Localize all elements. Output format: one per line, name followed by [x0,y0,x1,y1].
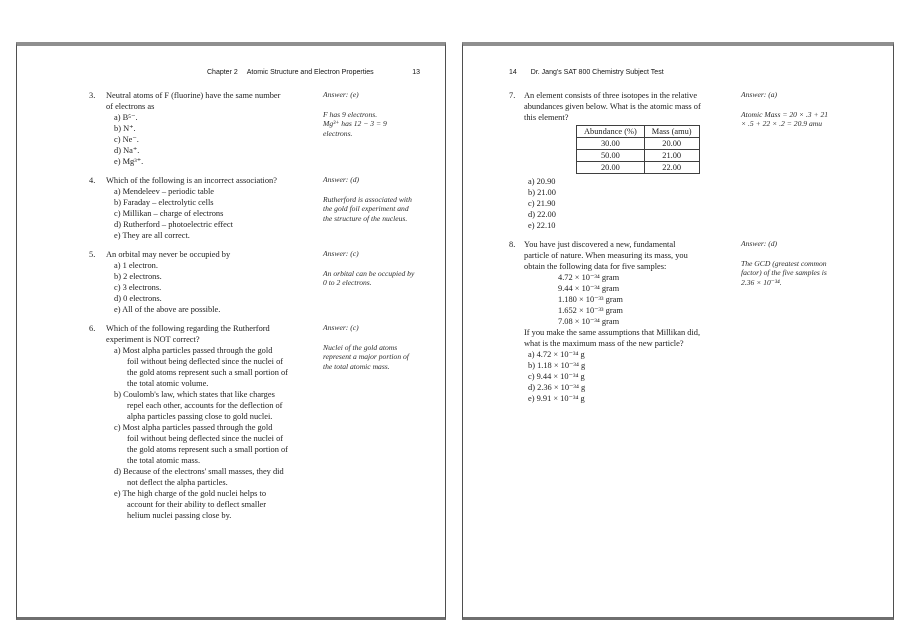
sample-mass-list [558,272,741,327]
question-6-margin [323,323,437,371]
answer-label: Answer: (d) [323,175,360,184]
book-page-right [462,42,894,620]
question-number: 6. [89,324,96,333]
answer-option: b) 1.18 × 10⁻³⁴ g [528,361,586,370]
question-3-margin [323,90,437,138]
answer-option: a) Most alpha particles passed through the gold foil without being deflected since the nuclei of the gold atoms represent such a small portion of the total atomic volume. [114,346,288,388]
answer-option: e) 22.10 [528,221,556,230]
answer-label: Answer: (d) [741,239,778,248]
question-8 [463,239,893,404]
page-left-header [17,68,445,78]
page-number-right: 14 [509,69,517,76]
question-number: 4. [89,176,96,185]
answer-note: Nuclei of the gold atoms represent a major portion of the total atomic mass. [323,342,409,371]
table-header-mass: Mass (amu) [644,126,699,138]
question-7-margin [741,90,873,129]
question-4-margin [323,175,437,223]
answer-option: e) They are all correct. [114,231,190,240]
question-7-body [509,90,741,231]
question-6-options [114,345,317,521]
question-7-options [528,176,741,231]
answer-option: d) Na⁺. [114,146,140,155]
question-number: 5. [89,250,96,259]
answer-note: Rutherford is associated with the gold foil experiment and the structure of the nucleus. [323,194,412,223]
table-cell: 20.00 [644,138,699,150]
question-5-margin [323,249,437,288]
answer-option: c) 21.90 [528,199,556,208]
answer-option: a) 1 electron. [114,261,158,270]
answer-option: e) 9.91 × 10⁻³⁴ g [528,394,585,403]
answer-option: b) Coulomb's law, which states that like charges repel each other, accounts for the deflection of alpha particles passing close to gold nuclei. [114,390,283,421]
question-5-options [114,260,317,315]
answer-label: Answer: (e) [323,90,359,99]
answer-option: e) The high charge of the gold nuclei helps to account for their ability to deflect smaller helium nuclei passing close by. [114,489,267,520]
answer-option: a) Mendeleev – periodic table [114,187,214,196]
question-5 [17,249,445,315]
answer-option: d) Rutherford – photoelectric effect [114,220,233,229]
table-row [577,162,700,174]
question-4-options [114,186,317,241]
question-7 [463,90,893,231]
answer-option: b) 2 electrons. [114,272,162,281]
table-header-abundance: Abundance (%) [577,126,645,138]
question-number: 3. [89,91,96,100]
question-text: You have just discovered a new, fundamental particle of nature. When measuring its mass, you obtain the following data for five samples: [524,240,688,271]
answer-option: c) Ne⁻. [114,135,139,144]
question-text: Neutral atoms of F (fluorine) have the same number of electrons as [106,91,281,111]
answer-option: a) 4.72 × 10⁻³⁴ g [528,350,585,359]
answer-note: Atomic Mass = 20 × .3 + 21 × .5 + 22 × .2 = 20.9 amu [741,109,829,128]
answer-option: d) 0 electrons. [114,294,162,303]
header-chapter-label: Chapter 2 [207,69,238,76]
answer-option: d) 2.36 × 10⁻³⁴ g [528,383,586,392]
table-cell: 22.00 [644,162,699,174]
table-cell: 30.00 [577,138,645,150]
question-text: An orbital may never be occupied by [106,250,231,259]
table-row [577,138,700,150]
answer-option: d) Because of the electrons' small masses, they did not deflect the alpha particles. [114,467,284,487]
answer-option: b) 21.00 [528,188,556,197]
answer-option: e) All of the above are possible. [114,305,221,314]
table-cell: 50.00 [577,150,645,162]
question-number: 8. [509,240,516,249]
question-text: Which of the following regarding the Rutherford experiment is NOT correct? [106,324,270,344]
answer-option: e) Mg³⁺. [114,157,144,166]
table-cell: 21.00 [644,150,699,162]
header-book-title: Dr. Jang's SAT 800 Chemistry Subject Test [530,69,664,76]
isotope-abundance-table [576,125,700,174]
question-3-body [89,90,317,167]
sample-mass: 1.180 × 10⁻³³ gram [558,295,623,304]
question-4-body [89,175,317,241]
question-6 [17,323,445,521]
page-right-header [463,68,893,78]
question-3 [17,90,445,167]
answer-option: a) 20.90 [528,177,556,186]
answer-label: Answer: (c) [323,249,359,258]
answer-label: Answer: (c) [323,323,359,332]
answer-note: An orbital can be occupied by 0 to 2 electrons. [323,268,415,287]
question-8-margin [741,239,873,287]
table-header-row [577,126,700,138]
answer-option: d) 22.00 [528,210,556,219]
answer-option: a) B⁵⁻. [114,113,138,122]
question-8-options [528,349,741,404]
answer-option: b) Faraday – electrolytic cells [114,198,214,207]
answer-option: c) Millikan – charge of electrons [114,209,224,218]
answer-note: The GCD (greatest common factor) of the five samples is 2.36 × 10⁻³⁴. [741,258,827,287]
answer-note: F has 9 electrons. Mg³⁺ has 12 − 3 = 9 electrons. [323,109,387,138]
table-row [577,150,700,162]
answer-option: c) Most alpha particles passed through the gold foil without being deflected since the nuclei of the gold atoms represent such a small portion of the total atomic mass. [114,423,288,465]
question-3-options [114,112,317,167]
header-chapter-title: Atomic Structure and Electron Properties [246,69,374,76]
page-number-left: 13 [412,69,420,76]
question-5-body [89,249,317,315]
sample-mass: 7.08 × 10⁻³⁴ gram [558,317,620,326]
table-cell: 20.00 [577,162,645,174]
answer-option: b) N⁺. [114,124,136,133]
sample-mass: 1.652 × 10⁻³³ gram [558,306,623,315]
question-8-body [509,239,741,404]
sample-mass: 4.72 × 10⁻³⁴ gram [558,273,620,282]
answer-label: Answer: (a) [741,90,778,99]
question-text: Which of the following is an incorrect association? [106,176,277,185]
answer-option: c) 9.44 × 10⁻³⁴ g [528,372,585,381]
book-page-left [16,42,446,620]
question-text: An element consists of three isotopes in the relative abundances given below. What is the atomic mass of this element? [524,91,701,122]
question-number: 7. [509,91,516,100]
question-continuation: If you make the same assumptions that Millikan did, what is the maximum mass of the new particle? [524,328,701,348]
question-4 [17,175,445,241]
sample-mass: 9.44 × 10⁻³⁴ gram [558,284,620,293]
question-6-body [89,323,317,521]
answer-option: c) 3 electrons. [114,283,162,292]
